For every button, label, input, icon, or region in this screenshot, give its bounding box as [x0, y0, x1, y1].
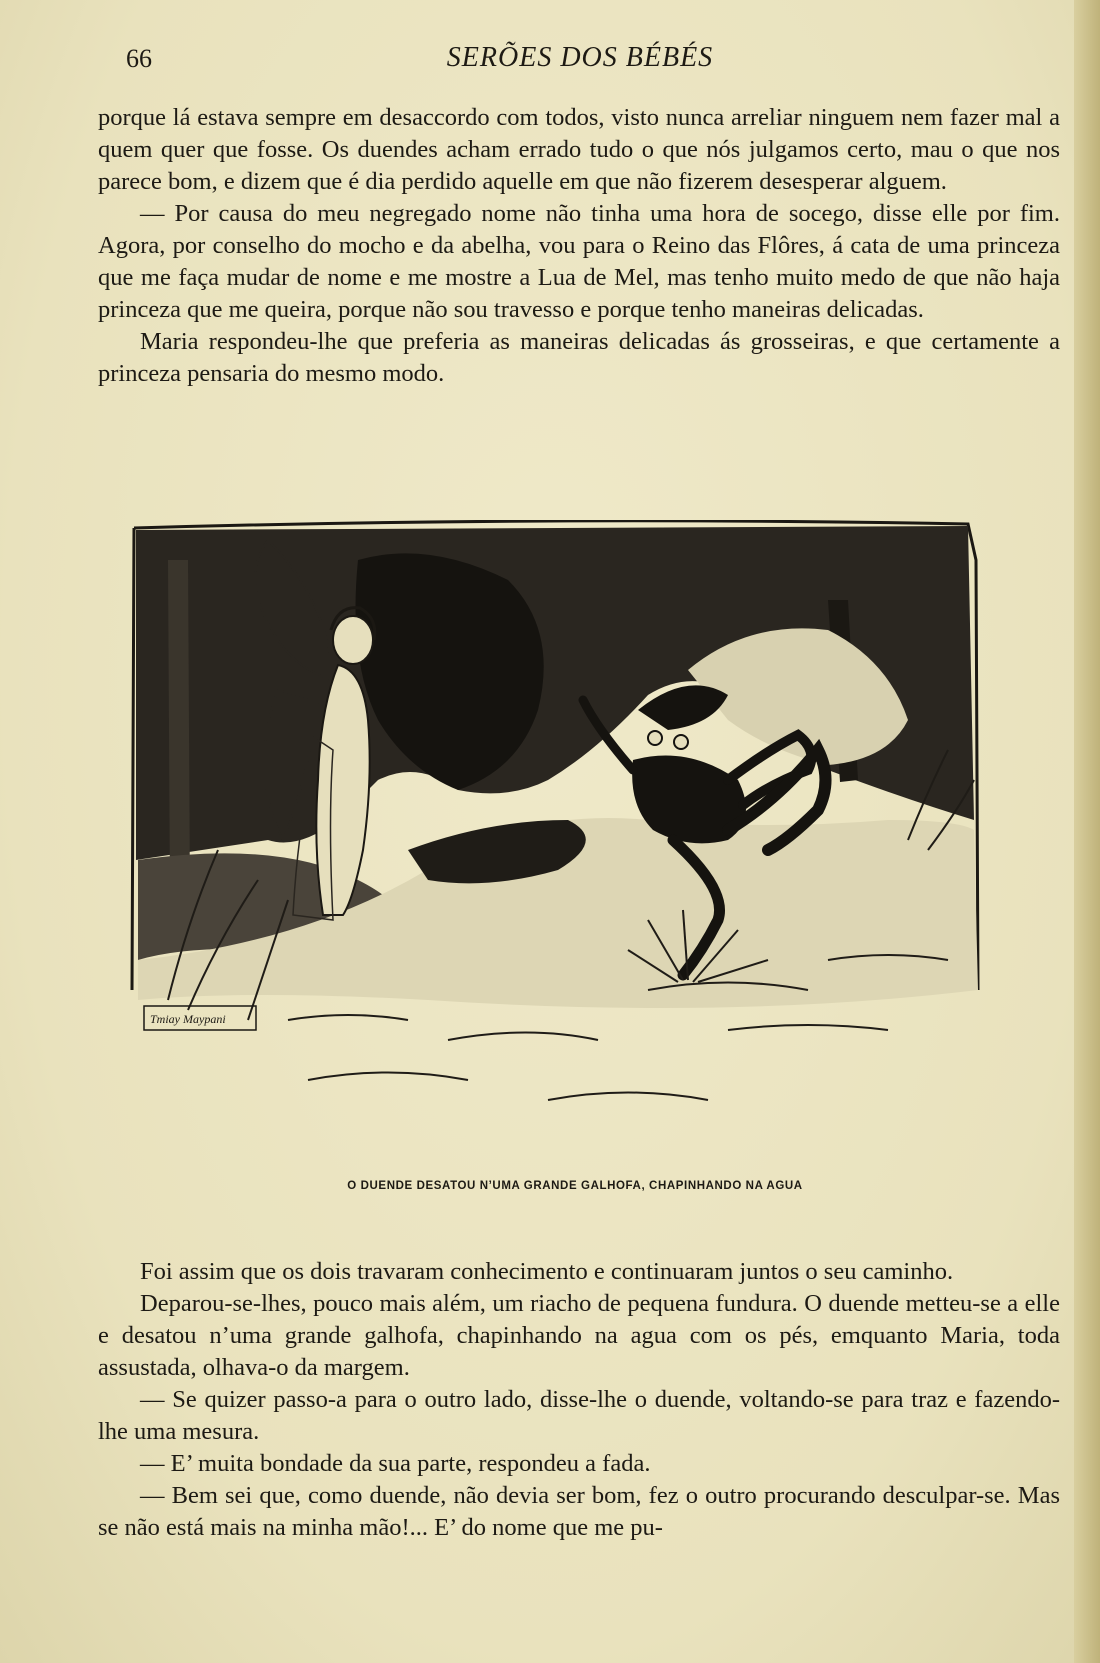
goblin-eye — [648, 731, 662, 745]
illustration-caption: O DUENDE DESATOU N’UMA GRANDE GALHOFA, CHAPINHANDO NA AGUA — [347, 1180, 803, 1192]
paragraph: — Por causa do meu negregado nome não tinha uma hora de socego, disse elle por fim. Agora, por conselho do mocho e da abelha, vou para o Reino das Flôres, á cata de uma princeza que me faça mudar de nome e me mostre a Lua de Mel, mas tenho muito medo de que não haja princeza que me queira, porque não sou travesso e porque tenho maneiras delicadas. — [98, 200, 1060, 323]
paragraph: — Se quizer passo-a para o outro lado, disse-lhe o duende, voltando-se para traz e fazendo-lhe uma mesura. — [98, 1386, 1060, 1445]
paragraph: Maria respondeu-lhe que preferia as maneiras delicadas ás grosseiras, e que certamente a princeza pensaria do mesmo modo. — [98, 328, 1060, 387]
artist-signature: Tmiay Maypani — [150, 1012, 226, 1026]
page-number: 66 — [126, 44, 152, 73]
goblin-eye — [674, 735, 688, 749]
fairy-head — [333, 616, 373, 664]
page-edge — [1074, 0, 1100, 1663]
illustration — [128, 520, 1034, 1165]
top-text-block — [98, 102, 1060, 390]
paragraph: porque lá estava sempre em desaccordo com todos, visto nunca arreliar ninguem nem fazer mal a quem quer que fosse. Os duendes acham errado tudo o que nós julgamos certo, mau o que nos parece bom, e dizem que é dia perdido aquelle em que não fizerem desesperar alguem. — [98, 104, 1060, 195]
paragraph: — Bem sei que, como duende, não devia ser bom, fez o outro procurando desculpar-se. Mas se não está mais na minha mão!... E’ do nome que me pu- — [98, 1482, 1060, 1541]
running-head: SERÕES DOS BÉBÉS — [446, 42, 714, 73]
bottom-text-block — [98, 1256, 1060, 1544]
paragraph: Foi assim que os dois travaram conhecimento e continuaram juntos o seu caminho. — [140, 1258, 954, 1285]
paragraph: — E’ muita bondade da sua parte, respondeu a fada. — [140, 1450, 651, 1477]
paragraph: Deparou-se-lhes, pouco mais além, um riacho de pequena fundura. O duende metteu-se a elle e desatou n’uma grande galhofa, chapinhando na agua com os pés, emquanto Maria, toda assustada, olhava-o da margem. — [98, 1290, 1060, 1381]
tree-trunk-left — [168, 560, 190, 900]
